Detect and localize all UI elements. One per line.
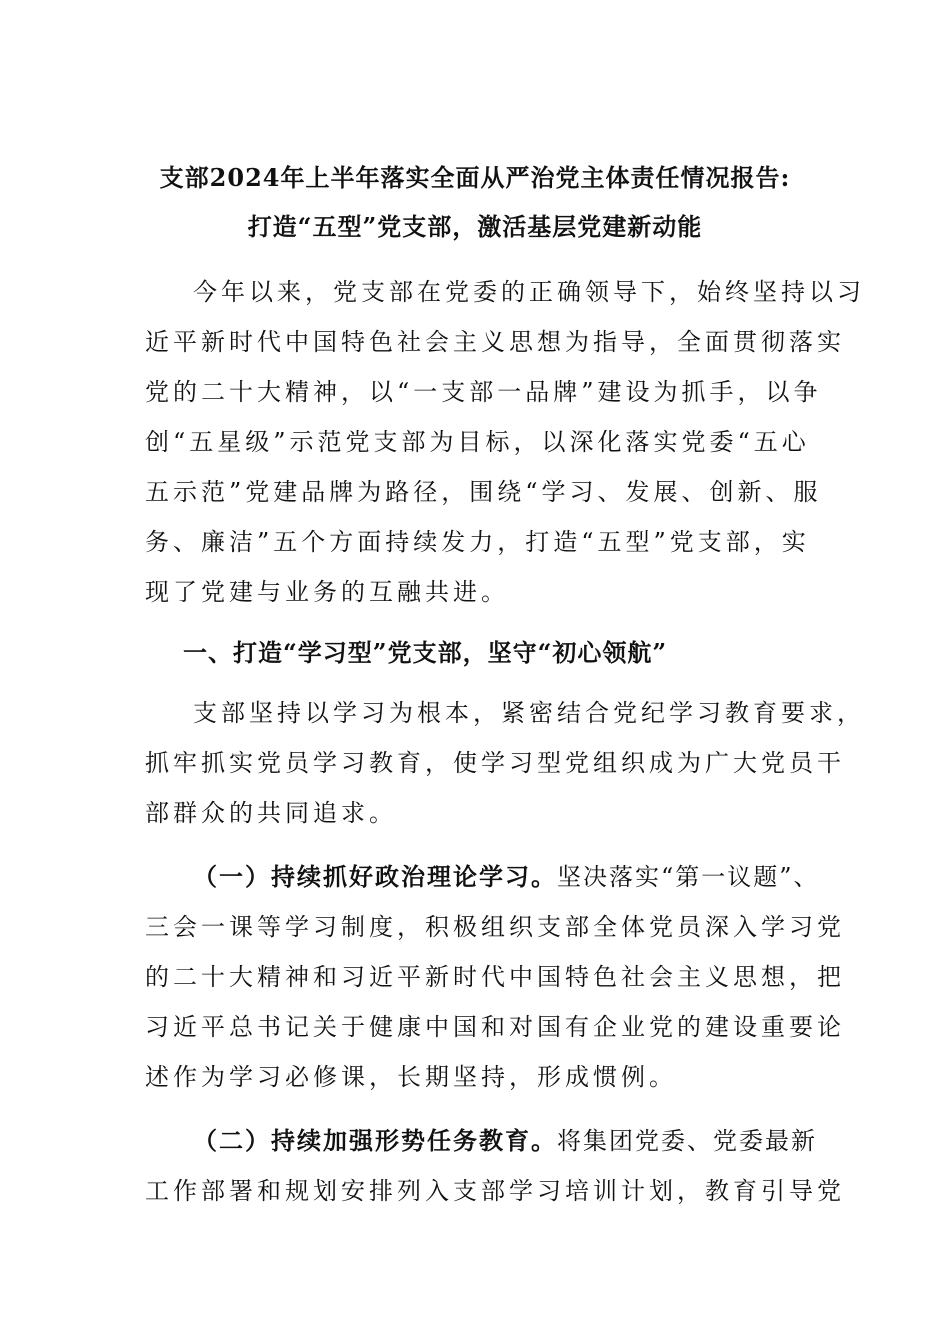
subsection-1-first-line — [193, 857, 913, 892]
intro-line: 现了党建与业务的互融共进。 — [145, 578, 509, 606]
intro-line: 创“五星级”示范党支部为目标，以深化落实党委“五心 — [145, 428, 810, 456]
subsection-1-line: 习近平总书记关于健康中国和对国有企业党的建设重要论 — [145, 1013, 845, 1041]
subsection-2-first-line-text: 将集团党委、党委最新 — [557, 1127, 817, 1155]
subsection-1-heading: （一）持续抓好政治理论学习。 — [193, 862, 557, 891]
intro-line: 今年以来，党支部在党委的正确领导下，始终坚持以习 — [193, 278, 865, 306]
subsection-2-line: 工作部署和规划安排列入支部学习培训计划，教育引导党 — [145, 1177, 845, 1205]
subsection-1-line: 三会一课等学习制度，积极组织支部全体党员深入学习党 — [145, 913, 845, 941]
intro-line: 近平新时代中国特色社会主义思想为指导，全面贯彻落实 — [145, 328, 845, 356]
subsection-2-first-line — [193, 1121, 913, 1156]
section-1-line: 支部坚持以学习为根本，紧密结合党纪学习教育要求， — [193, 699, 865, 727]
intro-line: 五示范”党建品牌为路径，围绕“学习、发展、创新、服 — [145, 478, 822, 506]
section-1-line: 部群众的共同追求。 — [145, 799, 397, 827]
section-1-line: 抓牢抓实党员学习教育，使学习型党组织成为广大党员干 — [145, 749, 845, 777]
section-1-heading: 一、打造“学习型”党支部，坚守“初心领航” — [183, 638, 668, 667]
document-title-line-1: 支部2024年上半年落实全面从严治党主体责任情况报告: — [159, 163, 791, 192]
document-title-line-2: 打造“五型”党支部，激活基层党建新动能 — [247, 212, 703, 241]
subsection-1-first-line-text: 坚决落实“第一议题”、 — [557, 863, 820, 891]
intro-line: 务、廉洁”五个方面持续发力，打造“五型”党支部，实 — [145, 528, 810, 556]
subsection-2-heading: （二）持续加强形势任务教育。 — [193, 1126, 557, 1155]
subsection-1-line: 的二十大精神和习近平新时代中国特色社会主义思想，把 — [145, 963, 845, 991]
subsection-1-line: 述作为学习必修课，长期坚持，形成惯例。 — [145, 1063, 677, 1091]
intro-line: 党的二十大精神，以“一支部一品牌”建设为抓手，以争 — [145, 378, 822, 406]
